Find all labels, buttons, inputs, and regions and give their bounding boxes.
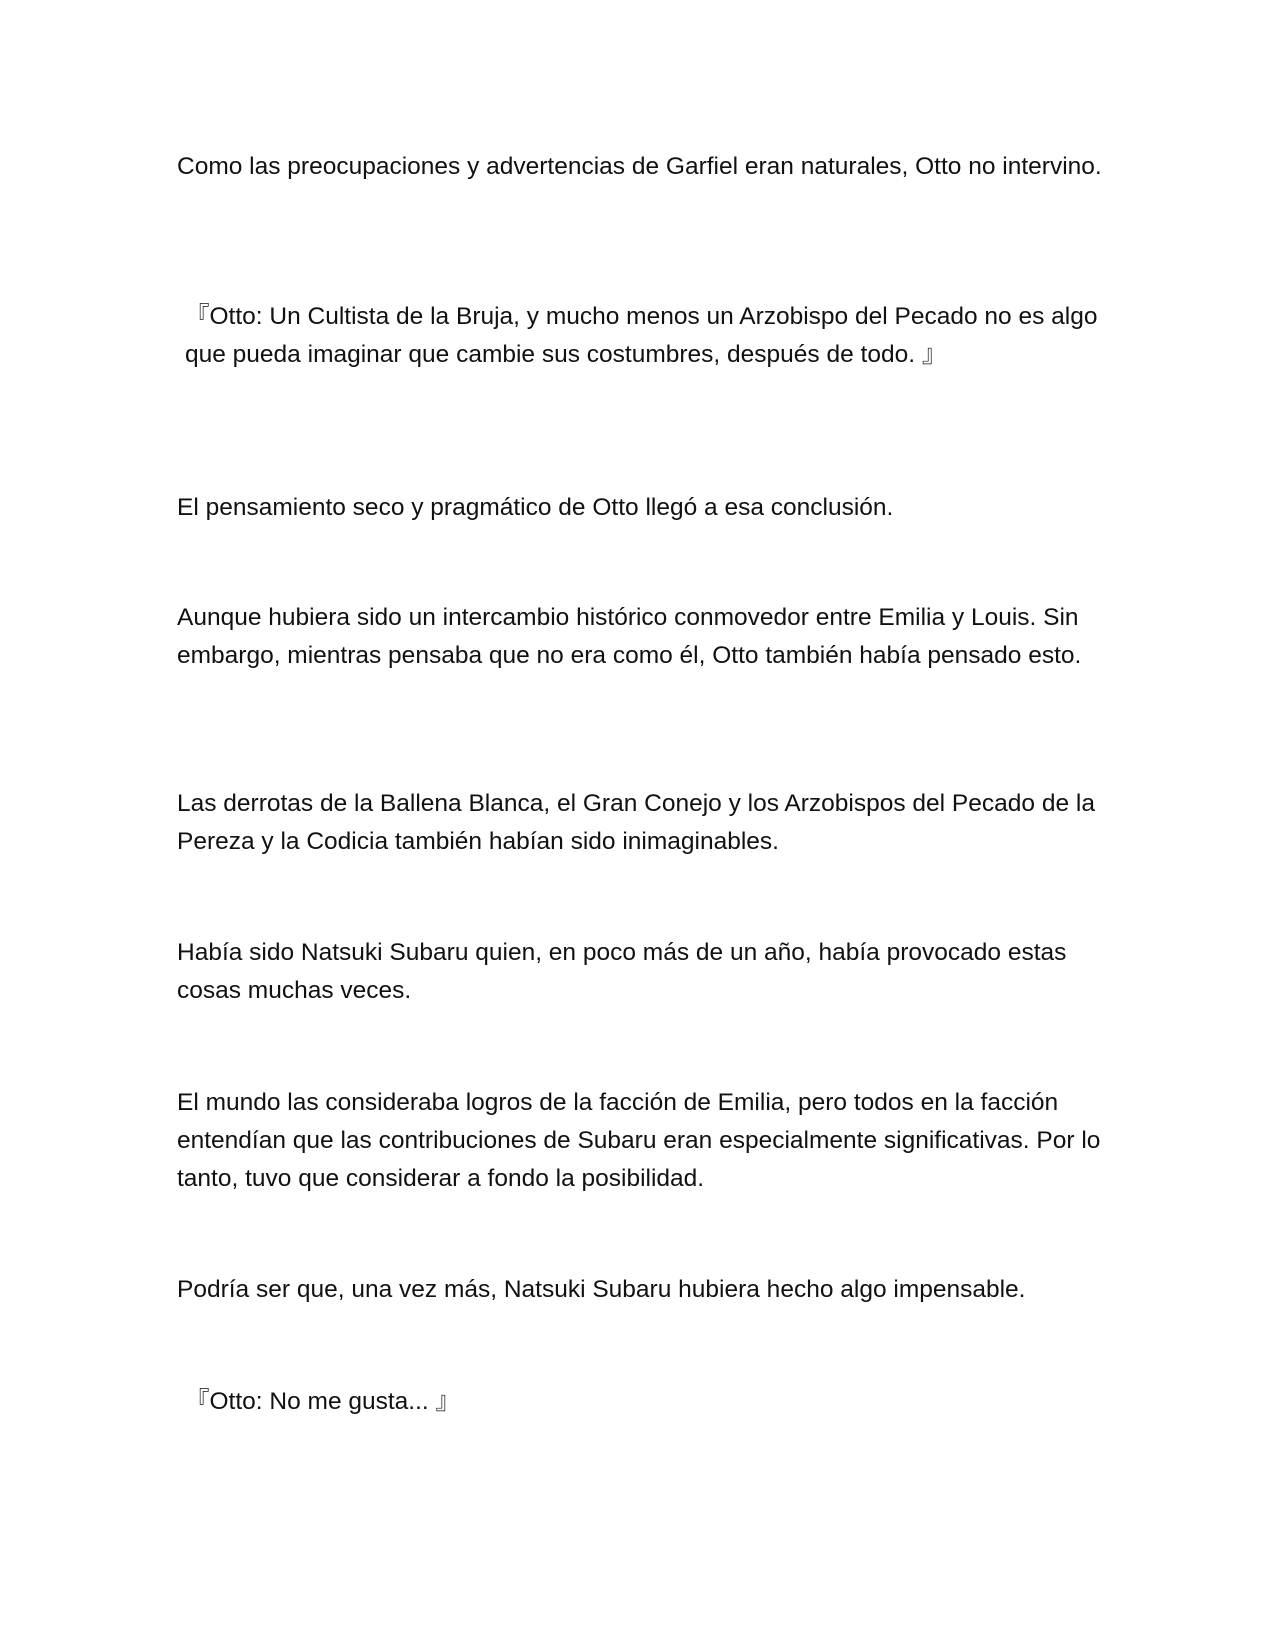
narration-paragraph: Podría ser que, una vez más, Natsuki Subaru hubiera hecho algo impensable. — [177, 1276, 1026, 1303]
dialogue-paragraph: 『Otto: Un Cultista de la Bruja, y mucho menos un Arzobispo del Pecado no es algo que pueda imaginar que cambie sus costumbres, después de todo. 』 — [185, 303, 1098, 368]
narration-paragraph: Como las preocupaciones y advertencias de Garfiel eran naturales, Otto no intervino. — [177, 153, 1102, 180]
narration-paragraph: El pensamiento seco y pragmático de Otto llegó a esa conclusión. — [177, 494, 894, 521]
narration-paragraph: Aunque hubiera sido un intercambio histórico conmovedor entre Emilia y Louis. Sin embargo, mientras pensaba que no era como él, Otto también había pensado esto. — [177, 604, 1082, 669]
narration-paragraph: El mundo las consideraba logros de la facción de Emilia, pero todos en la facción entendían que las contribuciones de Subaru eran especialmente significativas. Por lo tanto, tuvo que considerar a fondo la posibilidad. — [177, 1089, 1101, 1192]
narration-paragraph: Había sido Natsuki Subaru quien, en poco más de un año, había provocado estas cosas muchas veces. — [177, 939, 1067, 1004]
narration-paragraph: Las derrotas de la Ballena Blanca, el Gran Conejo y los Arzobispos del Pecado de la Pereza y la Codicia también habían sido inimaginables. — [177, 790, 1095, 855]
dialogue-paragraph: 『Otto: No me gusta... 』 — [185, 1388, 461, 1415]
